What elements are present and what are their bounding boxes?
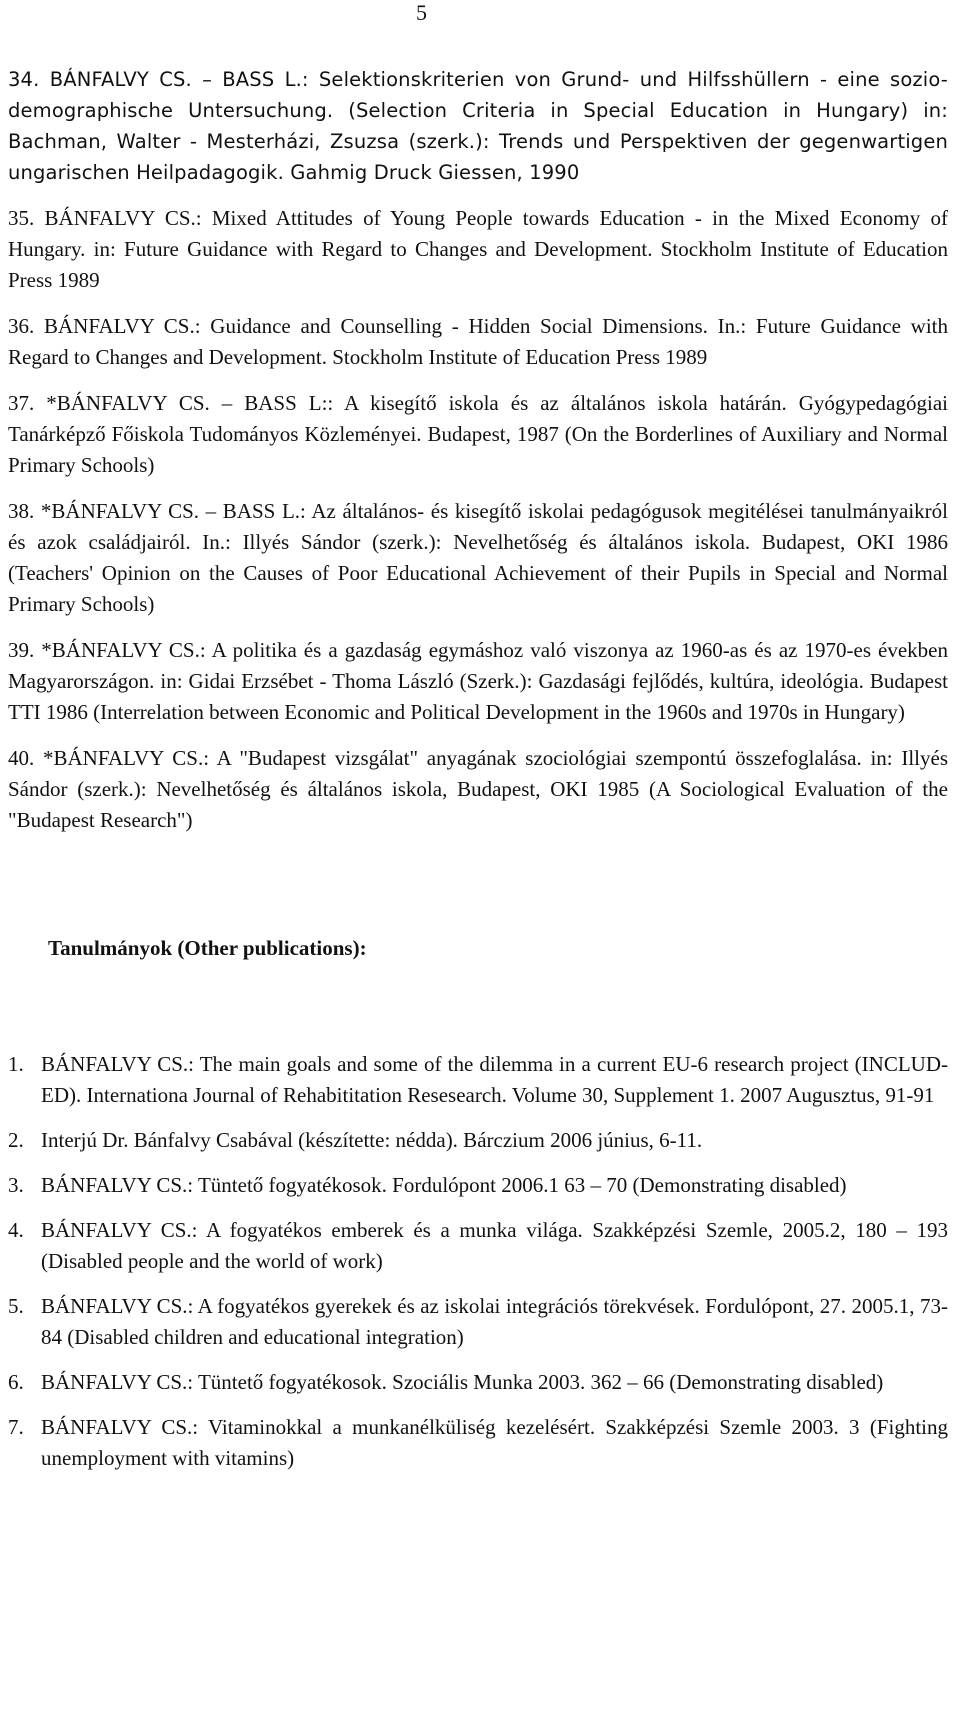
entry-text: *BÁNFALVY CS.: A politika és a gazdaság egymáshoz való viszonya az 1960-as és az 1970-es években Magyarországon. in: Gidai Erzsébet - Thoma László (Szerk.): Gazdasági fejlődés, kultúra, ideológia. Budapest TTI 1986 (Interrelation between Economic and Political Development in the 1960s and 1970s in Hungary) bbox=[8, 638, 949, 724]
entry-text: *BÁNFALVY CS.: A "Budapest vizsgálat" anyagának szociológiai szempontú összefoglalása. in: Illyés Sándor (szerk.): Nevelhetőség és általános iskola, Budapest, OKI 1985 (A Sociological Evaluation of the "Budapest Research") bbox=[8, 746, 948, 832]
item-text: Interjú Dr. Bánfalvy Csabával (készítette: nédda). Bárczium 2006 június, 6-11. bbox=[41, 1128, 703, 1152]
item-number: 5. bbox=[8, 1294, 24, 1318]
publication-list bbox=[8, 64, 948, 836]
section-heading: Tanulmányok (Other publications): bbox=[48, 936, 367, 960]
item-number: 4. bbox=[8, 1218, 24, 1242]
entry-number: 37. bbox=[8, 391, 35, 415]
item-text: BÁNFALVY CS.: Vitaminokkal a munkanélküliség kezelésért. Szakképzési Szemle 2003. 3 (Fighting unemployment with vitamins) bbox=[41, 1415, 948, 1470]
other-publication-item bbox=[8, 1412, 948, 1474]
item-number: 2. bbox=[8, 1128, 24, 1152]
entry-number: 38. bbox=[8, 499, 35, 523]
page-number: 5 bbox=[416, 0, 427, 25]
item-text: BÁNFALVY CS.: Tüntető fogyatékosok. Szociális Munka 2003. 362 – 66 (Demonstrating disabled) bbox=[41, 1370, 884, 1394]
entry-text: *BÁNFALVY CS. – BASS L.: Az általános- és kisegítő iskolai pedagógusok megitélései tanulmányaikról és azok családjairól. In.: Illyés Sándor (szerk.): Nevelhetőség és általános iskola. Budapest, OKI 1986 (Teachers' Opinion on the Causes of Poor Educational Achievement of their Pupils in Special and Normal Primary Schools) bbox=[8, 499, 948, 616]
publication-entry bbox=[8, 203, 948, 296]
other-publication-item bbox=[8, 1367, 948, 1398]
page-content bbox=[8, 64, 948, 1488]
publication-entry bbox=[8, 635, 948, 728]
item-text: BÁNFALVY CS.: The main goals and some of the dilemma in a current EU-6 research project (INCLUD-ED). Internationa Journal of Rehabititation Resesearch. Volume 30, Supplement 1. 2007 Augusztus, 91-91 bbox=[41, 1052, 948, 1107]
entry-number: 39. bbox=[8, 638, 35, 662]
entry-text: BÁNFALVY CS.: Guidance and Counselling - Hidden Social Dimensions. In.: Future Guidance with Regard to Changes and Development. Stockholm Institute of Education Press 1989 bbox=[8, 314, 948, 369]
publication-entry bbox=[8, 388, 948, 481]
item-text: BÁNFALVY CS.: A fogyatékos gyerekek és az iskolai integrációs törekvések. Fordulópont, 27. 2005.1, 73-84 (Disabled children and educational integration) bbox=[41, 1294, 948, 1349]
item-number: 7. bbox=[8, 1415, 24, 1439]
entry-number: 34. bbox=[8, 68, 40, 91]
publication-entry bbox=[8, 64, 948, 188]
item-number: 1. bbox=[8, 1052, 24, 1076]
other-publications-list bbox=[8, 1049, 948, 1474]
item-text: BÁNFALVY CS.: Tüntető fogyatékosok. Fordulópont 2006.1 63 – 70 (Demonstrating disabled) bbox=[41, 1173, 847, 1197]
publication-entry bbox=[8, 496, 948, 620]
item-text: BÁNFALVY CS.: A fogyatékos emberek és a munka világa. Szakképzési Szemle, 2005.2, 180 – 193 (Disabled people and the world of work) bbox=[41, 1218, 948, 1273]
item-number: 3. bbox=[8, 1173, 24, 1197]
other-publication-item bbox=[8, 1215, 948, 1277]
item-number: 6. bbox=[8, 1370, 24, 1394]
entry-text: BÁNFALVY CS. – BASS L.: Selektionskriterien von Grund- und Hilfsshüllern - eine sozio-demographische Untersuchung. (Selection Criteria in Special Education in Hungary) in: Bachman, Walter - Mesterházi, Zsuzsa (szerk.): Trends und Perspektiven der gegenwartigen ungarischen Heilpadagogik. Gahmig Druck Giessen, 1990 bbox=[8, 68, 948, 184]
entry-number: 36. bbox=[8, 314, 35, 338]
entry-number: 40. bbox=[8, 746, 35, 770]
entry-text: BÁNFALVY CS.: Mixed Attitudes of Young People towards Education - in the Mixed Economy of Hungary. in: Future Guidance with Regard to Changes and Development. Stockholm Institute of Education Press 1989 bbox=[8, 206, 949, 292]
other-publication-item bbox=[8, 1291, 948, 1353]
entry-text: *BÁNFALVY CS. – BASS L:: A kisegítő iskola és az általános iskola határán. Gyógypedagógiai Tanárképző Főiskola Tudományos Közleményei. Budapest, 1987 (On the Borderlines of Auxiliary and Normal Primary Schools) bbox=[8, 391, 948, 477]
publication-entry bbox=[8, 311, 948, 373]
publication-entry bbox=[8, 743, 948, 836]
entry-number: 35. bbox=[8, 206, 35, 230]
other-publication-item bbox=[8, 1170, 948, 1201]
other-publication-item bbox=[8, 1049, 948, 1111]
other-publication-item bbox=[8, 1125, 948, 1156]
